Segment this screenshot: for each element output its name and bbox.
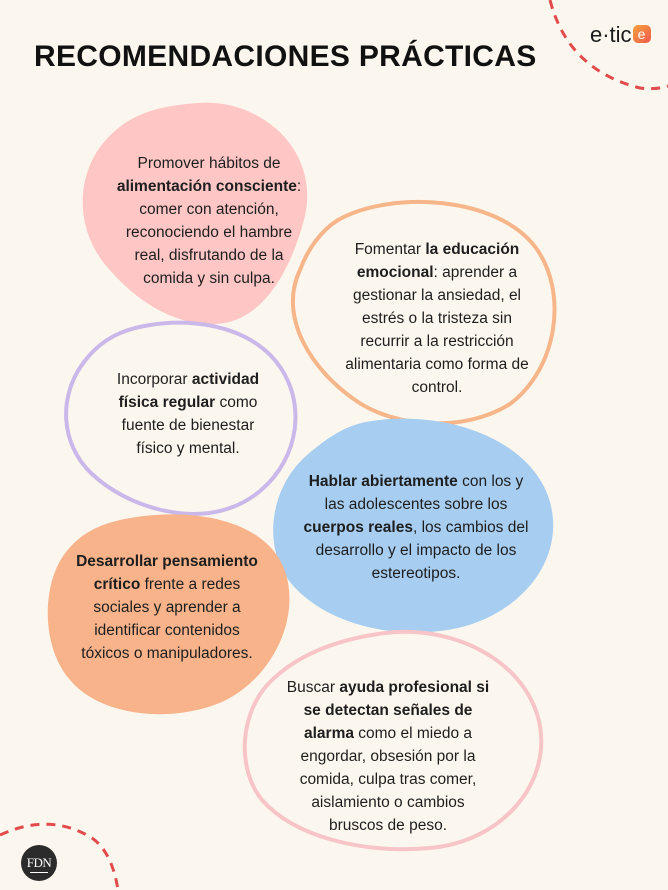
card-highlight: alimentación consciente — [116, 178, 297, 195]
fdn-logo-text: FDN — [26, 855, 52, 870]
card-text: frente a redes sociales y aprender a identificar contenidos tóxicos o manipuladores. — [81, 576, 253, 662]
etic-logo-badge: e — [633, 25, 651, 43]
card-educacion-emocional — [338, 238, 536, 399]
card-text: con los y las adolescentes sobre los — [324, 473, 524, 513]
card-text: como fuente de bienestar físico y mental. — [121, 394, 258, 457]
card-text: Promover hábitos de — [137, 155, 281, 172]
card-text: , los cambios del desarrollo y el impacto de los estereotipos. — [315, 519, 529, 582]
card-highlight: actividad física regular — [118, 371, 260, 411]
etic-logo-text: e·tic — [590, 22, 632, 47]
card-highlight: ayuda profesional si se detectan señales de alarma — [303, 679, 490, 742]
card-highlight: la educación emocional — [356, 241, 520, 281]
card-pensamiento-critico — [76, 550, 258, 665]
card-text: Fomentar — [354, 241, 426, 258]
card-text: : aprender a gestionar la ansiedad, el estrés o la tristeza sin recurrir a la restricción alimentaria como forma de control. — [345, 264, 529, 396]
dashed-arc-bottom-left — [0, 824, 118, 890]
card-text: como el miedo a engordar, obsesión por la comida, culpa tras comer, aislamiento o cambios bruscos de peso. — [299, 725, 477, 834]
card-highlight: cuerpos reales — [303, 519, 413, 536]
page-title: RECOMENDACIONES PRÁCTICAS — [34, 40, 537, 73]
card-highlight: Desarrollar pensamiento crítico — [76, 553, 258, 593]
card-hablar-abiertamente — [302, 470, 530, 585]
card-text: Buscar — [286, 679, 340, 696]
card-ayuda-profesional — [286, 676, 490, 837]
card-text: : comer con atención, reconociendo el hambre real, disfrutando de la comida y sin culpa. — [125, 178, 302, 287]
card-text: Incorporar — [116, 371, 192, 388]
card-actividad-fisica — [106, 368, 270, 460]
card-highlight: Hablar abiertamente — [308, 473, 458, 490]
fdn-logo-underline — [30, 872, 48, 873]
etic-logo — [590, 22, 651, 48]
fdn-logo — [21, 845, 57, 881]
card-alimentacion-consciente — [110, 152, 308, 290]
